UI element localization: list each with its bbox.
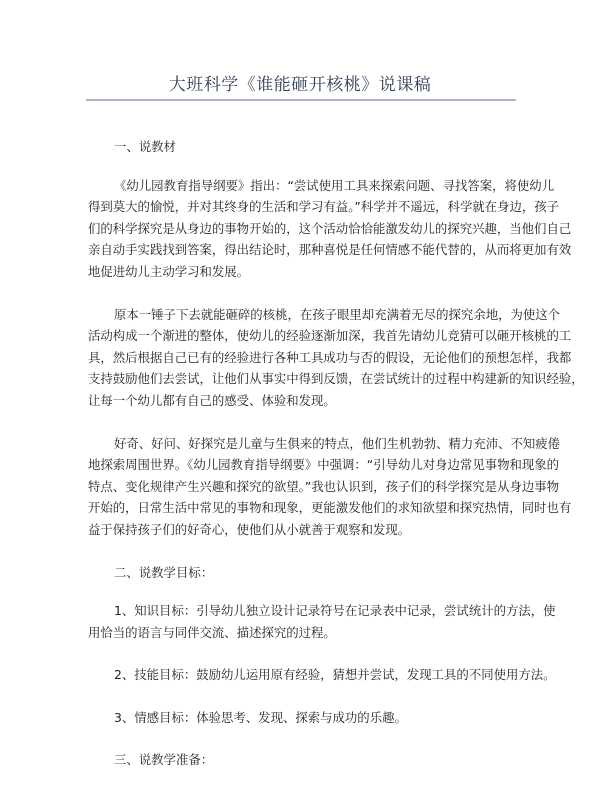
paragraph-line: 1、知识目标：引导幼儿独立设计记录符号在记录表中记录，尝试统计的方法，使 xyxy=(114,603,556,619)
paragraph xyxy=(88,664,556,686)
paragraph-line: 让每一个幼儿都有自己的感受、体验和发现。 xyxy=(88,392,336,408)
paragraph xyxy=(88,600,556,643)
paragraph-line: 开始的，日常生活中常见的事物和现象，更能激发他们的求知欲望和探究热情，同时也有 xyxy=(88,500,572,516)
document-title: 大班科学《谁能砸开核桃》说课稿 xyxy=(168,75,432,95)
paragraph-line: 原本一锤子下去就能砸碎的核桃，在孩子眼里却充满着无尽的探究余地，为使这个 xyxy=(114,306,561,322)
paragraph-line: 地促进幼儿主动学习和发展。 xyxy=(88,263,250,279)
paragraph xyxy=(88,707,516,729)
paragraph xyxy=(88,433,572,541)
paragraph xyxy=(88,175,572,283)
section-heading: 一、说教材 xyxy=(114,139,176,154)
paragraph-line: 《幼儿园教育指导纲要》指出：“尝试使用工具来探索问题、寻找答案，将使幼儿 xyxy=(114,177,555,193)
paragraph-line: 活动构成一个渐进的整体，使幼儿的经验逐渐加深，我首先请幼儿竞猜可以砸开核桃的工 xyxy=(88,328,572,344)
paragraph-line: 具，然后根据自己已有的经验进行各种工具成功与否的假设，无论他们的预想怎样，我都 xyxy=(88,349,572,365)
section-heading: 三、说教学准备： xyxy=(114,752,214,768)
paragraph-line: 支持鼓励他们去尝试，让他们从事实中得到反馈，在尝试统计的过程中构建新的知识经验， xyxy=(88,371,584,387)
paragraph-line: 2、技能目标：鼓励幼儿运用原有经验，猜想并尝试，发现工具的不同使用方法。 xyxy=(114,667,556,683)
paragraph-line: 地探索周围世界。《幼儿园教育指导纲要》中强调：“引导幼儿对身边常见事物和现象的 xyxy=(88,457,560,473)
document-body xyxy=(88,136,584,788)
paragraph-line: 们的科学探究是从身边的事物开始的，这个活动恰恰能激发幼儿的探究兴趣，当他们自己 xyxy=(88,220,572,236)
paragraph-line: 好奇、好问、好探究是儿童与生俱来的特点，他们生机勃勃、精力充沛、不知疲倦 xyxy=(114,435,561,451)
paragraph-line: 3、情感目标：体验思考、发现、探索与成功的乐趣。 xyxy=(114,709,407,725)
paragraph-line: 益于保持孩子们的好奇心，使他们从小就善于观察和发现。 xyxy=(88,521,411,537)
paragraph-line: 亲自动手实践找到答案，得出结论时，那种喜悦是任何情感不能代替的，从而将更加有效 xyxy=(88,242,572,258)
title-divider xyxy=(86,99,516,101)
section-heading: 二、说教学目标： xyxy=(114,564,214,580)
paragraph-line: 得到莫大的愉悦，并对其终身的生活和学习有益。”科学并不遥远，科学就在身边，孩子 xyxy=(88,199,560,215)
paragraph-line: 用恰当的语言与同伴交流、描述探究的过程。 xyxy=(88,624,336,640)
paragraph xyxy=(88,304,584,412)
paragraph-line: 特点、变化规律产生兴趣和探究的欲望。”我也认识到，孩子们的科学探究是从身边事物 xyxy=(88,478,560,494)
